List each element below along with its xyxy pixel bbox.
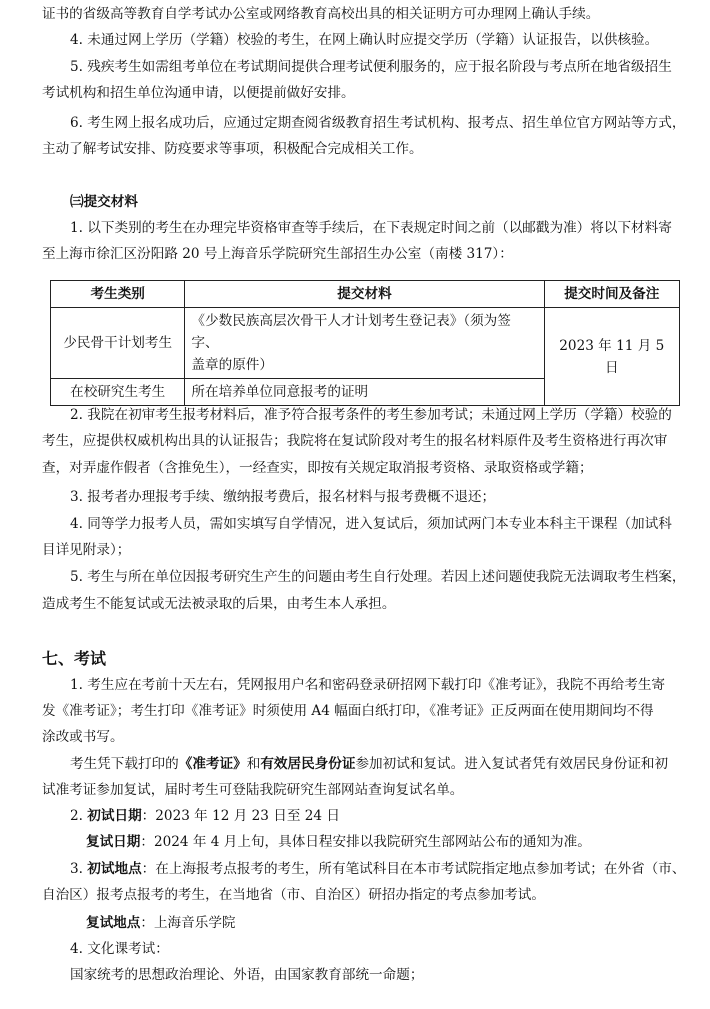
- bold-text: 复试地点: [86, 915, 141, 931]
- paragraph-line: 4. 同等学力报考人员，需如实填写自学情况，进入复试后，须加试两门本专业本科主干课程（加试科: [70, 516, 672, 532]
- text-run: 3.: [70, 861, 88, 877]
- bold-text: 初试日期: [87, 808, 142, 824]
- paragraph-line: 6. 考生网上报名成功后，应通过定期查阅省级教育招生考试机构、报考点、招生单位官方网站等方式，: [70, 115, 686, 131]
- paragraph-line: 考试机构和招生单位沟通申请，以便提前做好安排。: [42, 85, 355, 101]
- column-header: 提交时间及备注: [544, 281, 679, 308]
- paragraph-line: [0, 856, 710, 882]
- materials-table: [50, 280, 680, 406]
- table-row: [51, 308, 680, 379]
- table-header-row: [51, 281, 680, 308]
- paragraph-line: 发《准考证》；考生打印《准考证》时须使用 A4 幅面白纸打印，《准考证》正反两面在使用期间均不得: [42, 703, 654, 719]
- paragraph-line: 试准考证参加复试，届时考生可登陆我院研究生部网站查询复试名单。: [42, 782, 464, 798]
- paragraph-line: 目详见附录）；: [42, 542, 131, 558]
- section-heading-exam: 七、考试: [42, 649, 107, 668]
- paragraph-line: 主动了解考试安排、防疫要求等事项，积极配合完成相关工作。: [42, 141, 423, 157]
- paragraph-line: 1. 考生应在考前十天左右，凭网报用户名和密码登录研招网下载打印《准考证》，我院不再给考生寄: [70, 677, 666, 693]
- table-cell-material: [185, 308, 544, 379]
- bold-text: 《准考证》: [178, 756, 247, 772]
- material-line: 《少数民族高层次骨干人才计划考生登记表》（须为签字、: [191, 313, 511, 351]
- text-run: 和: [246, 756, 261, 772]
- material-line: 盖章的原件）: [191, 357, 273, 373]
- paragraph-line: 5. 残疾考生如需组考单位在考试期间提供合理考试便利服务的，应于报名阶段与考点所在地省级招生: [70, 59, 672, 75]
- text-run: 考生凭下载打印的: [70, 756, 179, 772]
- paragraph-line: [0, 829, 710, 855]
- text-run: ：2023 年 12 月 23 日至 24 日: [141, 808, 340, 824]
- text-run: ：2024 年 4 月上旬，具体日程安排以我院研究生部网站公布的通知为准。: [140, 834, 591, 850]
- paragraph-line: 3. 报考者办理报考手续、缴纳报考费后，报名材料与报考费概不退还；: [70, 489, 496, 505]
- table-cell-category: 在校研究生考生: [51, 379, 185, 406]
- bold-text: 有效居民身份证: [260, 756, 356, 772]
- paragraph-line: 查，对弄虚作假者（含推免生），一经查实，即按有关规定取消报考资格、录取资格或学籍；: [42, 460, 593, 476]
- table-cell-category: 少民骨干计划考生: [51, 308, 185, 379]
- column-header: 考生类别: [51, 281, 185, 308]
- text-run: ：在上海报考点报考的考生，所有笔试科目在本市考试院指定地点参加考试；在外省（市、: [141, 861, 686, 877]
- text-run: 2.: [70, 808, 88, 824]
- paragraph-line: [0, 910, 710, 936]
- section-heading-submit: ㈢提交材料: [70, 194, 138, 210]
- text-run: 参加初试和复试。进入复试者凭有效居民身份证和初: [355, 756, 669, 772]
- paragraph-line: 造成考生不能复试或无法被录取的后果，由考生本人承担。: [42, 596, 396, 612]
- paragraph-line: 4. 未通过网上学历（学籍）校验的考生，在网上确认时应提交学历（学籍）认证报告，以供核验。: [70, 32, 659, 48]
- paragraph-line: 5. 考生与所在单位因报考研究生产生的问题由考生自行处理。若因上述问题使我院无法调取考生档案，: [70, 569, 686, 585]
- text-run: ：上海音乐学院: [140, 915, 236, 931]
- table-cell-material: 所在培养单位同意报考的证明: [185, 379, 544, 406]
- paragraph-line: [0, 751, 710, 777]
- paragraph-line: 证书的省级高等教育自学考试办公室或网络教育高校出具的相关证明方可办理网上确认手续。: [42, 6, 600, 22]
- paragraph-line: 4. 文化课考试：: [70, 941, 169, 957]
- paragraph-line: 自治区）报考点报考的考生，在当地省（市、自治区）研招办指定的考点参加考试。: [42, 887, 545, 903]
- paragraph-line: 国家统考的思想政治理论、外语，由国家教育部统一命题；: [70, 967, 424, 983]
- bold-text: 复试日期: [86, 834, 141, 850]
- column-header: 提交材料: [185, 281, 544, 308]
- paragraph-line: 考生，应提供权威机构出具的认证报告；我院将在复试阶段对考生的报名材料原件及考生资格进行再次审: [42, 433, 668, 449]
- bold-text: 初试地点: [87, 861, 142, 877]
- paragraph-line: 至上海市徐汇区汾阳路 20 号上海音乐学院研究生部招生办公室（南楼 317）：: [42, 246, 513, 262]
- table-cell-deadline: 2023 年 11 月 5 日: [544, 308, 679, 406]
- paragraph-line: 1. 以下类别的考生在办理完毕资格审查等手续后，在下表规定时间之前（以邮戳为准）将以下材料寄: [70, 220, 672, 236]
- paragraph-line: [0, 803, 710, 829]
- paragraph-line: 2. 我院在初审考生报考材料后，准予符合报考条件的考生参加考试；未通过网上学历（学籍）校验的: [70, 407, 672, 423]
- paragraph-line: 涂改或书写。: [42, 729, 124, 745]
